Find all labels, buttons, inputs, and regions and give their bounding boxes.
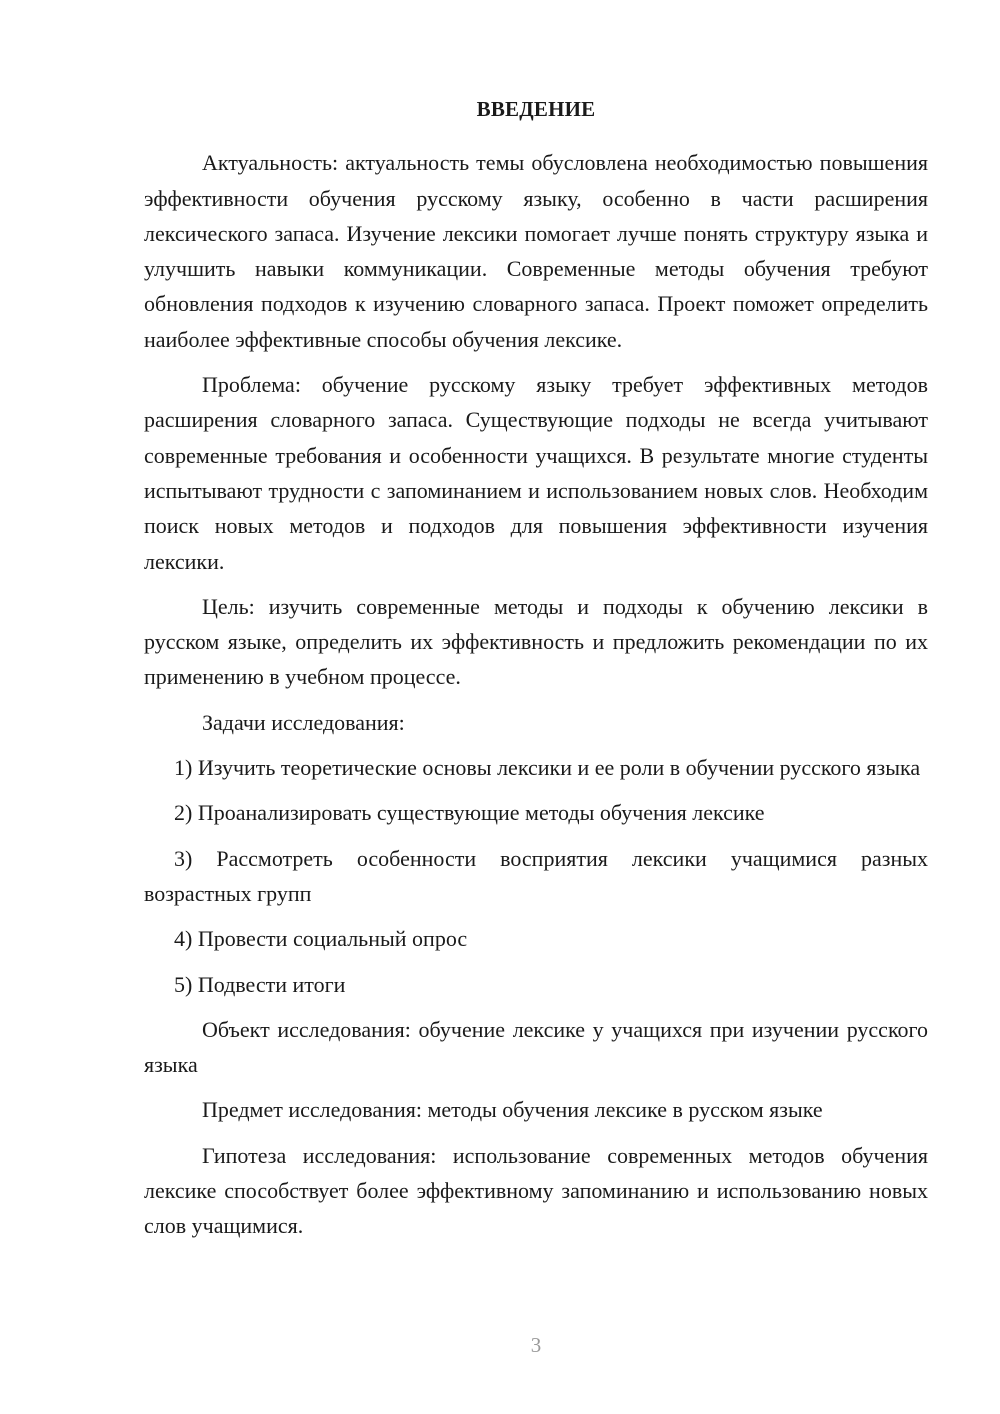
page-number: 3 (530, 1333, 542, 1357)
task-item: 3) Рассмотреть особенности восприятия лексики учащимися разных возрастных групп (144, 845, 928, 906)
task-item: 5) Подвести итоги (174, 971, 346, 997)
task-item: 1) Изучить теоретические основы лексики и ее роли в обучении русского языка (174, 755, 921, 781)
subject-paragraph: Предмет исследования: методы обучения лексике в русском языке (202, 1097, 823, 1123)
relevance-paragraph: Актуальность: актуальность темы обусловлена необходимостью повышения эффективности обучения русскому языку, особенно в части расширения лексического запаса. Изучение лексики помогает лучше понять структуру языка и улучшить навыки коммуникации. Современные методы обучения требуют обновления подходов к изучению словарного запаса. Проект поможет определить наиболее эффективные способы обучения лексике. (144, 150, 928, 352)
document-page (144, 92, 928, 1254)
section-title: ВВЕДЕНИЕ (476, 97, 596, 121)
task-item: 4) Провести социальный опрос (174, 926, 468, 952)
goal-paragraph: Цель: изучить современные методы и подходы к обучению лексики в русском языке, определить их эффективность и предложить рекомендации по их применению в учебном процессе. (144, 593, 928, 690)
hypothesis-paragraph: Гипотеза исследования: использование современных методов обучения лексике способствует более эффективному запоминанию и использованию новых слов учащимися. (144, 1142, 928, 1239)
object-paragraph: Объект исследования: обучение лексике у учащихся при изучении русского языка (144, 1016, 928, 1078)
tasks-heading: Задачи исследования: (202, 709, 405, 735)
task-item: 2) Проанализировать существующие методы обучения лексике (174, 800, 765, 826)
problem-paragraph: Проблема: обучение русскому языку требует эффективных методов расширения словарного запаса. Существующие подходы не всегда учитывают современные требования и особенности учащихся. В результате многие студенты испытывают трудности с запоминанием и использованием новых слов. Необходим поиск новых методов и подходов для повышения эффективности изучения лексики. (144, 372, 928, 574)
